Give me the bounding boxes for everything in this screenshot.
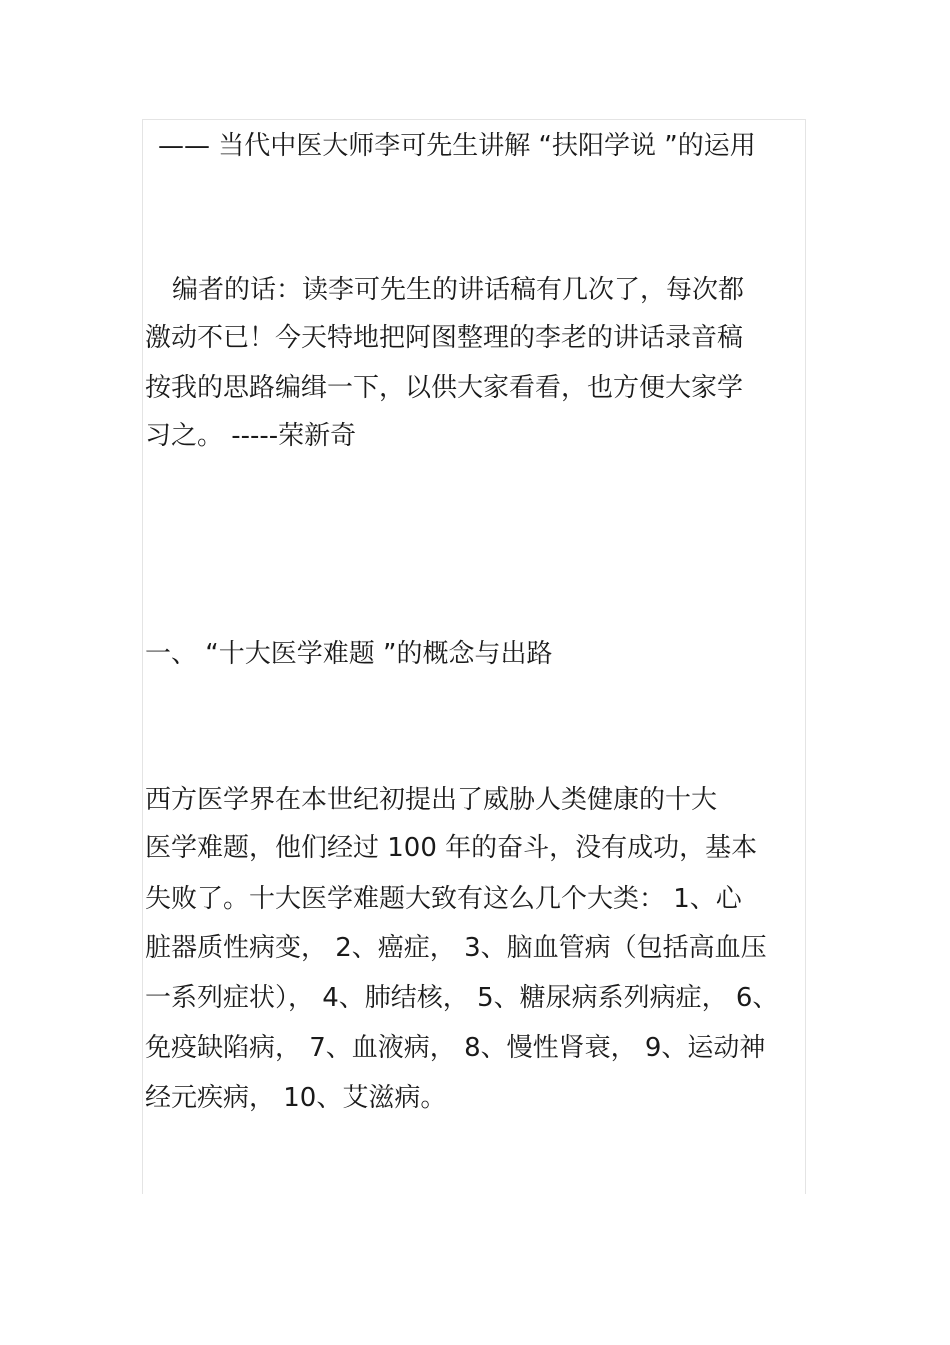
paragraph-line: 失败了。十大医学难题大致有这么几个大类： 1、心 <box>145 884 742 914</box>
paragraph-line: 免疫缺陷病， 7、血液病， 8、慢性肾衰， 9、运动神 <box>145 1033 766 1063</box>
paragraph-line: 一系列症状）， 4、肺结核， 5、糖尿病系列病症， 6、 <box>145 983 779 1013</box>
editor-note-line: 编者的话：读李可先生的讲话稿有几次了，每次都 <box>172 275 745 305</box>
editor-note-line: 按我的思路编缉一下，以供大家看看，也方便大家学 <box>145 373 744 403</box>
editor-note-line: 习之。 -----荣新奇 <box>145 421 357 451</box>
paragraph-line: 脏器质性病变， 2、癌症， 3、脑血管病（包括高血压 <box>145 933 767 963</box>
paragraph-line: 医学难题，他们经过 100 年的奋斗，没有成功，基本 <box>145 833 758 863</box>
paragraph-line: 经元疾病， 10、艾滋病。 <box>145 1083 447 1113</box>
editor-note-line: 激动不已！今天特地把阿图整理的李老的讲话录音稿 <box>145 323 744 353</box>
section-heading: 一、 “十大医学难题 ”的概念与出路 <box>145 639 553 669</box>
document-subtitle: —— 当代中医大师李可先生讲解 “扶阳学说 ”的运用 <box>158 131 756 161</box>
paragraph-line: 西方医学界在本世纪初提出了威胁人类健康的十大 <box>145 785 718 815</box>
